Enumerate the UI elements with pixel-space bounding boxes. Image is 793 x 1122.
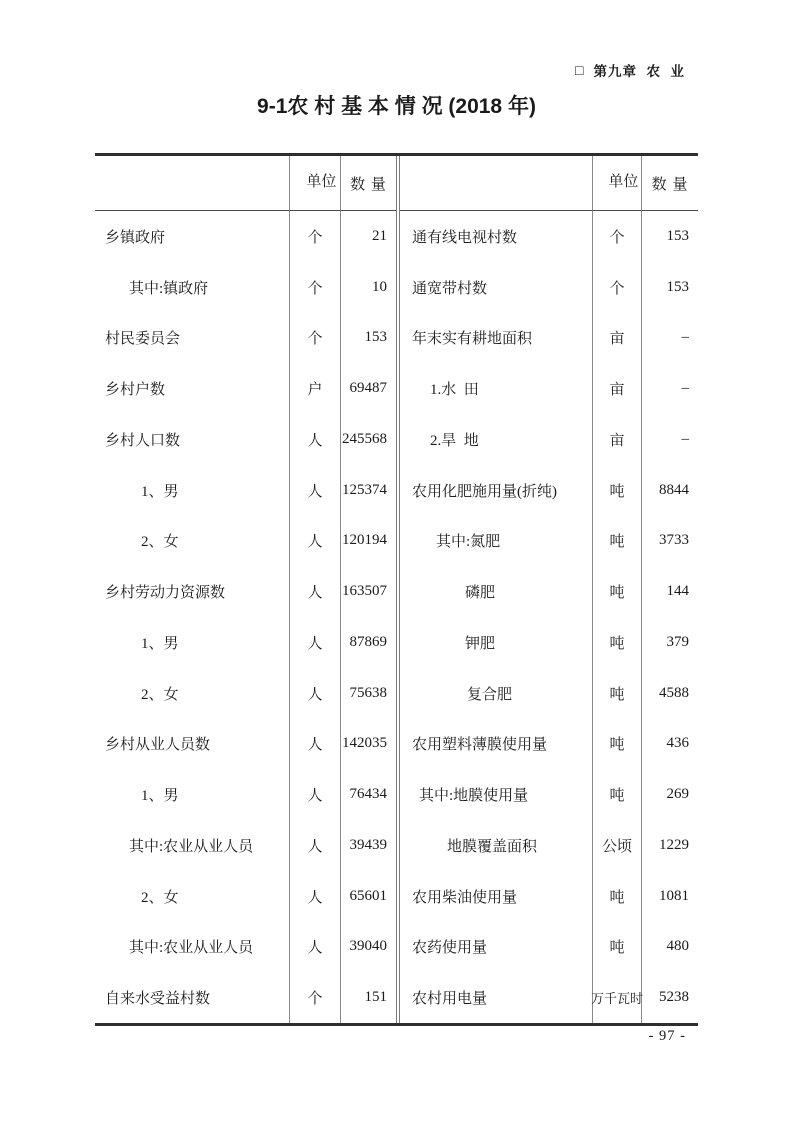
header-unit-cell-left (289, 156, 341, 211)
row-unit: 亩 (592, 414, 642, 465)
row-value: 76434 (349, 786, 387, 803)
row-label: 乡镇政府 (105, 229, 166, 246)
row-value: 480 (666, 938, 689, 955)
row-unit: 人 (289, 516, 341, 567)
row-unit: 亩 (592, 363, 642, 414)
row-label: 磷肥 (465, 585, 496, 602)
row-unit: 吨 (592, 871, 642, 922)
chapter-square-icon: □ (575, 62, 585, 78)
row-label: 乡村人口数 (105, 432, 181, 449)
row-unit: 吨 (592, 516, 642, 567)
quantity-column-header: 数 量 (651, 176, 689, 193)
row-label: 1、男 (141, 483, 179, 500)
row-value: 3733 (659, 532, 689, 549)
row-label: 其中:农业从业人员 (129, 838, 254, 855)
chapter-title: 第九章 农 业 (593, 64, 685, 79)
row-label: 地膜覆盖面积 (447, 838, 538, 855)
header-item-cell-left (95, 156, 289, 211)
row-label: 2、女 (141, 686, 179, 703)
table-left-half (95, 156, 400, 1023)
row-value: 142035 (342, 735, 387, 752)
row-value: 5238 (659, 989, 689, 1006)
table-right-half (400, 156, 698, 1023)
row-value: 87869 (349, 633, 387, 650)
row-value: 245568 (342, 430, 387, 447)
quantity-column-header: 数 量 (350, 176, 387, 193)
row-unit: 个 (289, 262, 341, 313)
row-unit: 万千瓦时 (592, 972, 642, 1023)
row-unit: 人 (289, 414, 341, 465)
row-label: 2.旱 地 (430, 432, 479, 449)
chapter-header (575, 60, 685, 80)
row-unit: 个 (289, 211, 341, 262)
row-value: – (681, 329, 689, 346)
row-label: 乡村劳动力资源数 (105, 585, 226, 602)
row-unit: 个 (592, 211, 642, 262)
row-label: 自来水受益村数 (105, 991, 211, 1008)
row-value: 436 (666, 735, 689, 752)
row-value: 151 (364, 989, 387, 1006)
page-title: 9-1农 村 基 本 情 况 (2018 年) (257, 95, 536, 118)
row-label: 其中:农业从业人员 (129, 940, 254, 957)
row-label: 其中:镇政府 (129, 280, 209, 297)
row-label: 乡村户数 (105, 382, 166, 399)
row-label: 农用塑料薄膜使用量 (412, 737, 548, 754)
row-value: 1081 (659, 887, 689, 904)
row-label: 年末实有耕地面积 (412, 331, 533, 348)
header-unit-cell-right (592, 156, 642, 211)
row-unit: 吨 (592, 769, 642, 820)
row-unit: 亩 (592, 313, 642, 364)
row-unit: 吨 (592, 922, 642, 973)
row-unit: 人 (289, 719, 341, 770)
row-value: 4588 (659, 684, 689, 701)
row-value: 144 (666, 583, 689, 600)
unit-column-header: 单位 (608, 174, 639, 191)
row-label: 农村用电量 (412, 991, 488, 1008)
row-unit: 吨 (592, 668, 642, 719)
row-unit: 人 (289, 871, 341, 922)
row-unit: 人 (289, 566, 341, 617)
row-label: 通有线电视村数 (412, 229, 518, 246)
row-label: 农用化肥施用量(折纯) (412, 483, 557, 500)
row-unit: 人 (289, 465, 341, 516)
row-label: 钾肥 (465, 635, 496, 652)
row-unit: 人 (289, 922, 341, 973)
row-value: 125374 (342, 481, 387, 498)
header-quantity-cell-left (341, 156, 396, 211)
page-number: - 97 - (648, 1028, 686, 1044)
row-label: 2、女 (141, 534, 179, 551)
row-value: 1229 (659, 836, 689, 853)
row-label: 1.水 田 (430, 382, 479, 399)
row-unit: 吨 (592, 465, 642, 516)
row-unit: 吨 (592, 617, 642, 668)
row-label: 农药使用量 (412, 940, 488, 957)
row-unit: 公顷 (592, 820, 642, 871)
row-unit: 吨 (592, 566, 642, 617)
row-label: 1、男 (141, 788, 179, 805)
header-item-cell-right (400, 156, 592, 211)
row-value: 379 (666, 633, 689, 650)
row-label: 通宽带村数 (412, 280, 488, 297)
row-unit: 人 (289, 769, 341, 820)
row-unit: 个 (592, 262, 642, 313)
row-value: 65601 (349, 887, 387, 904)
row-value: 153 (666, 227, 689, 244)
row-label: 乡村从业人员数 (105, 737, 211, 754)
row-value: 153 (666, 278, 689, 295)
row-unit: 吨 (592, 719, 642, 770)
header-quantity-cell-right (642, 156, 698, 211)
row-label: 1、男 (141, 635, 179, 652)
row-unit: 个 (289, 313, 341, 364)
row-unit: 人 (289, 668, 341, 719)
row-value: – (681, 430, 689, 447)
row-unit: 人 (289, 617, 341, 668)
row-value: – (681, 380, 689, 397)
row-label: 2、女 (141, 889, 179, 906)
row-value: 75638 (349, 684, 387, 701)
row-value: 10 (372, 278, 387, 295)
row-value: 8844 (659, 481, 689, 498)
row-label: 农用柴油使用量 (412, 889, 518, 906)
rural-statistics-table (95, 153, 698, 1026)
row-label: 复合肥 (467, 686, 513, 703)
row-unit: 个 (289, 972, 341, 1023)
row-value: 21 (372, 227, 387, 244)
row-value: 120194 (342, 532, 387, 549)
row-unit: 户 (289, 363, 341, 414)
row-unit: 人 (289, 820, 341, 871)
unit-column-header: 单位 (306, 174, 337, 191)
row-value: 39439 (349, 836, 387, 853)
row-value: 269 (666, 786, 689, 803)
row-value: 163507 (342, 583, 387, 600)
row-value: 69487 (349, 380, 387, 397)
row-value: 153 (364, 329, 387, 346)
row-label: 其中:地膜使用量 (419, 788, 529, 805)
row-value: 39040 (349, 938, 387, 955)
row-label: 村民委员会 (105, 331, 181, 348)
row-label: 其中:氮肥 (436, 534, 501, 551)
